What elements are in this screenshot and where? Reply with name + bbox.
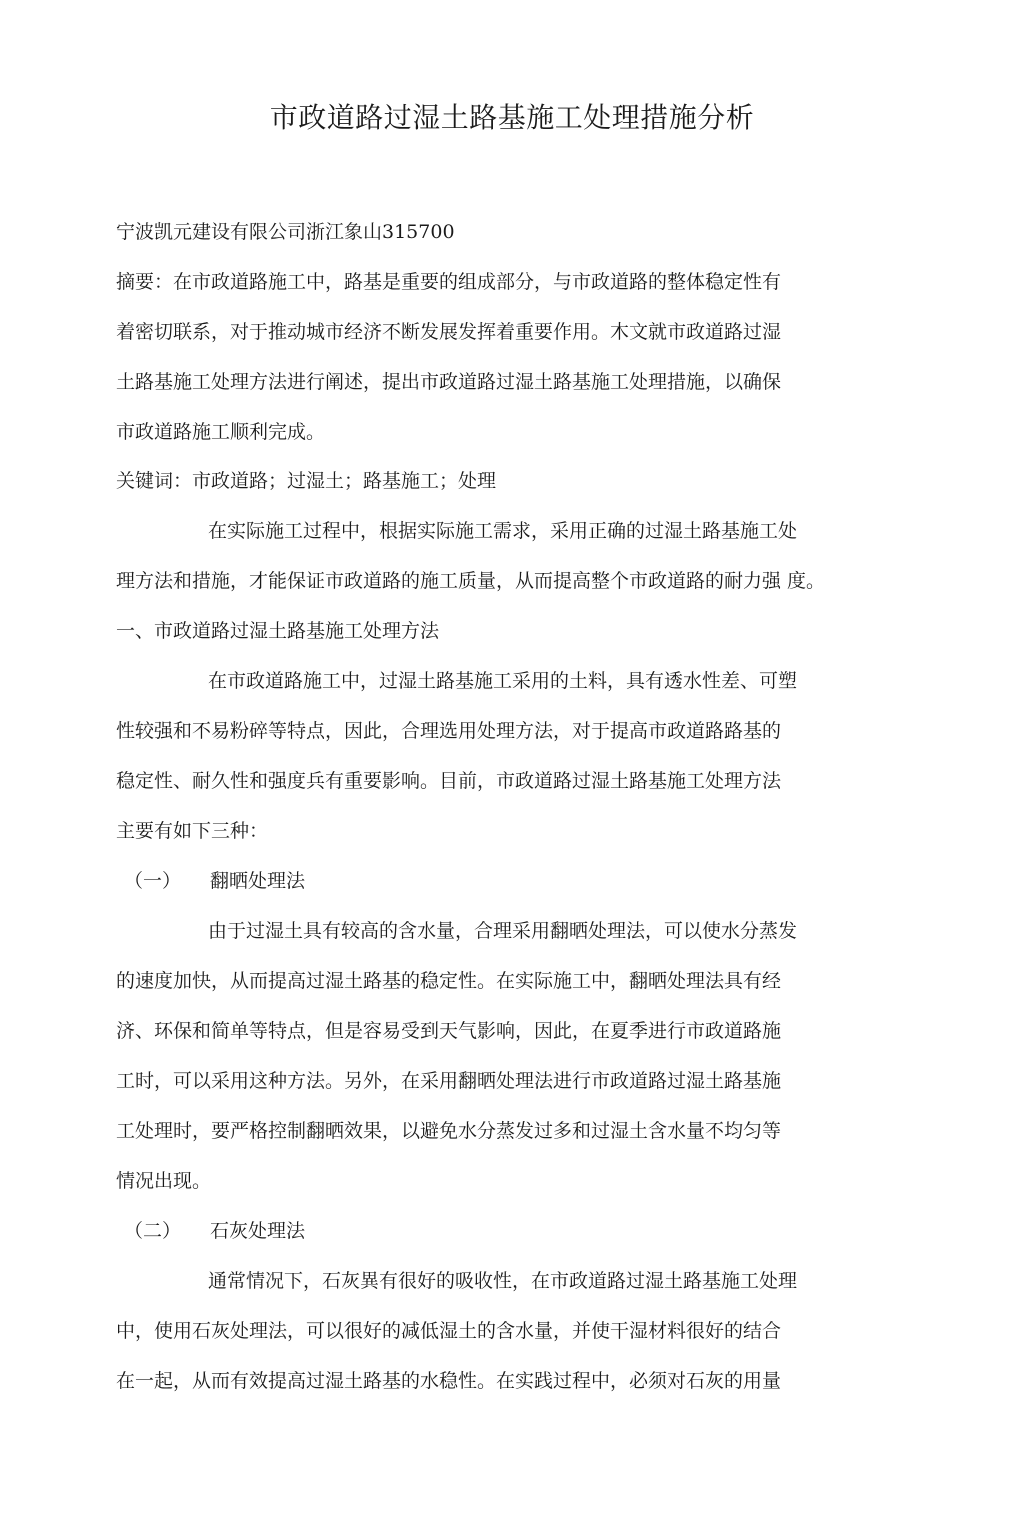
paragraph-line: 主要有如下三种： (116, 820, 269, 842)
paragraph-line: 在市政道路施工中，过湿土路基施工采用的土料，具有透水性差、可塑 (208, 670, 798, 692)
paragraph-line: 情况出现。 (116, 1170, 212, 1192)
abstract-line: 土路基施工处理方法进行阐述，提出市政道路过湿土路基施工处理措施，以确保 (116, 371, 782, 393)
paragraph-line: 稳定性、耐久性和强度兵有重要影响。目前，市政道路过湿土路基施工处理方法 (116, 770, 782, 792)
paragraph-line: 在一起，从而有效提高过湿土路基的水稳性。在实践过程中，必须对石灰的用量 (116, 1370, 782, 1392)
abstract-line: 着密切联系，对于推动城市经济不断发展发挥着重要作用。木文就市政道路过湿 (116, 321, 782, 343)
subsection-label: 翻晒处理法 (210, 870, 306, 892)
subsection-heading (124, 867, 305, 895)
paragraph-line: 性较强和不易粉碎等特点，因此，合理选用处理方法，对于提高市政道路路基的 (116, 720, 782, 742)
subsection-label: 石灰处理法 (210, 1220, 306, 1242)
section-heading: 一、市政道路过湿土路基施工处理方法 (116, 620, 440, 642)
intro-line: 在实际施工过程中，根据实际施工需求，采用正确的过湿土路基施工处 (208, 520, 798, 542)
paragraph-line: 中，使用石灰处理法，可以很好的减低湿土的含水量，并使干湿材料很好的结合 (116, 1320, 782, 1342)
subsection-number: （二） (124, 1220, 182, 1242)
document-title: 市政道路过湿土路基施工处理措施分析 (269, 101, 755, 134)
paragraph-line: 由于过湿土具有较高的含水量，合理采用翻晒处理法，可以使水分蒸发 (208, 920, 798, 942)
keywords-line: 关键词：市政道路；过湿土；路基施工；处理 (116, 470, 497, 492)
paragraph-line: 的速度加快，从而提高过湿土路基的稳定性。在实际施工中，翻晒处理法具有经 (116, 970, 782, 992)
abstract-line: 市政道路施工顺利完成。 (116, 421, 326, 443)
paragraph-line: 通常情况下，石灰異有很好的吸收性，在市政道路过湿土路基施工处理 (208, 1270, 798, 1292)
subsection-number: （一） (124, 870, 182, 892)
intro-line: 理方法和措施，才能保证市政道路的施工质量，从而提高整个市政道路的耐力强 度。 (116, 570, 826, 592)
subsection-heading (124, 1217, 305, 1245)
paragraph-line: 工处理时，要严格控制翻晒效果，以避免水分蒸发过多和过湿土含水量不均匀等 (116, 1120, 782, 1142)
author-affiliation: 宁波凯元建设有限公司浙江象山315700 (116, 221, 455, 243)
paragraph-line: 济、环保和简单等特点，但是容易受到天气影响，因此，在夏季进行市政道路施 (116, 1020, 782, 1042)
paragraph-line: 工时，可以采用这种方法。另外，在采用翻晒处理法进行市政道路过湿土路基施 (116, 1070, 782, 1092)
abstract-line: 摘要：在市政道路施工中，路基是重要的组成部分，与市政道路的整体稳定性有 (116, 271, 782, 293)
